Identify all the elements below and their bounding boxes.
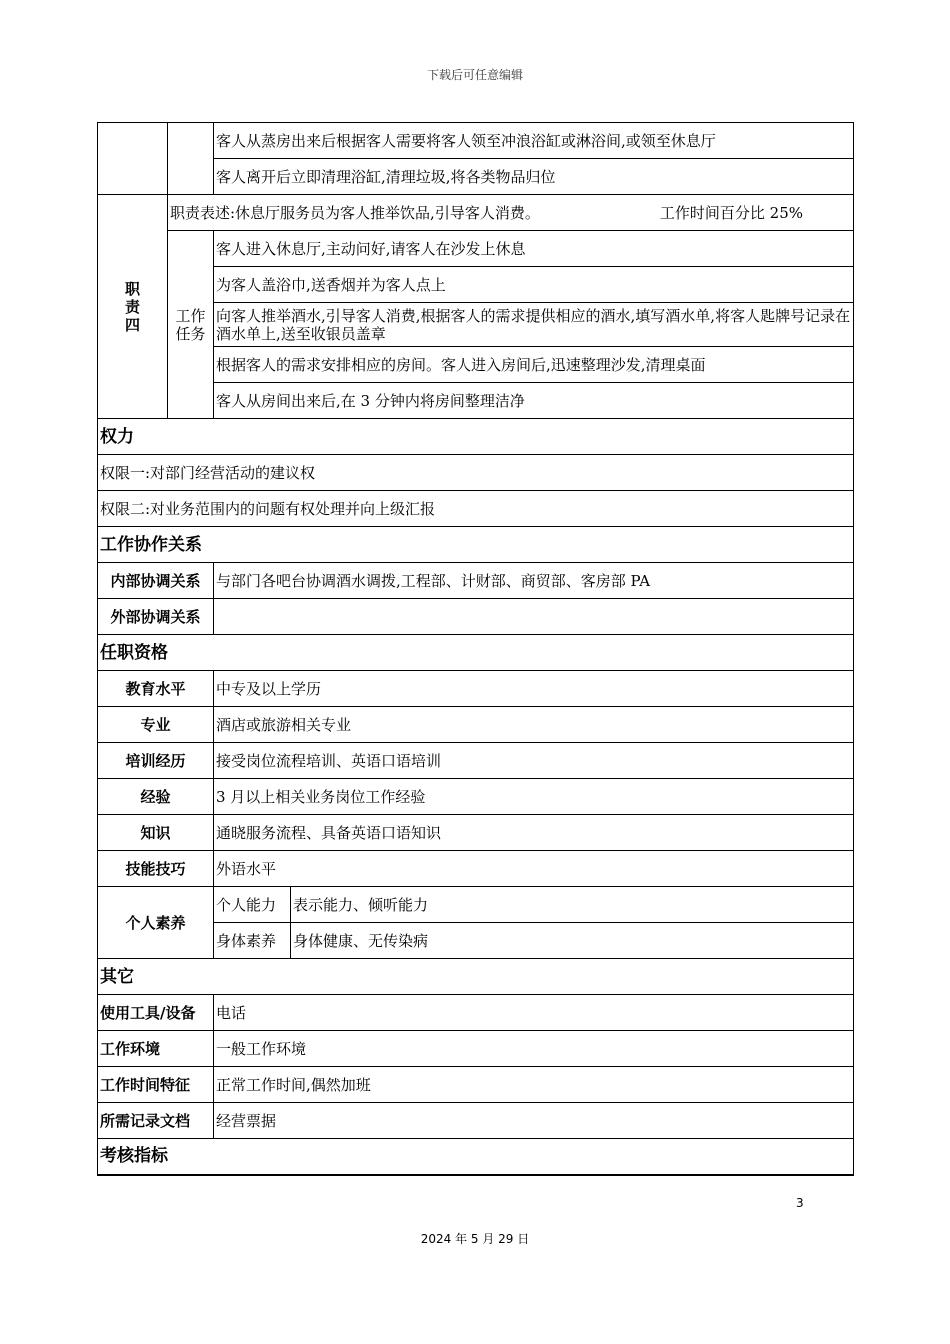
duty4-task: 客人进入休息厅,主动问好,请客人在沙发上休息	[214, 231, 854, 267]
personal-sub-label: 身体素养	[214, 923, 291, 959]
duty4-statement: 职责表述:休息厅服务员为客人推举饮品,引导客人消费。	[170, 203, 540, 222]
qualification-value: 3 月以上相关业务岗位工作经验	[214, 779, 854, 815]
personal-quality-row	[98, 887, 854, 923]
other-value: 一般工作环境	[214, 1031, 854, 1067]
duty3-task-label-cell	[168, 123, 214, 195]
qualification-label: 培训经历	[98, 743, 214, 779]
other-row	[98, 995, 854, 1031]
qualification-row	[98, 671, 854, 707]
other-label: 工作时间特征	[98, 1067, 214, 1103]
personal-sub-value: 身体健康、无传染病	[291, 923, 854, 959]
qualification-row	[98, 815, 854, 851]
duty4-statement-row	[98, 195, 854, 231]
other-value: 正常工作时间,偶然加班	[214, 1067, 854, 1103]
external-cooperation-value	[214, 599, 854, 635]
footer-date: 2024 年 5 月 29 日	[420, 1232, 530, 1246]
other-label: 使用工具/设备	[98, 995, 214, 1031]
duty4-task: 客人从房间出来后,在 3 分钟内将房间整理洁净	[214, 383, 854, 419]
qualification-value: 外语水平	[214, 851, 854, 887]
authority-title: 权力	[98, 419, 854, 455]
qualification-value: 通晓服务流程、具备英语口语知识	[214, 815, 854, 851]
personal-quality-label: 个人素养	[98, 887, 214, 959]
qualification-section-row	[98, 635, 854, 671]
authority-section-row	[98, 419, 854, 455]
qualification-row	[98, 743, 854, 779]
qualification-label: 教育水平	[98, 671, 214, 707]
qualification-label: 经验	[98, 779, 214, 815]
internal-cooperation-row	[98, 563, 854, 599]
duty4-task: 向客人推举酒水,引导客人消费,根据客人的需求提供相应的酒水,填写酒水单,将客人匙牌号记录在酒水单上,送至收银员盖章	[214, 303, 854, 347]
authority-item: 权限一:对部门经营活动的建议权	[98, 455, 854, 491]
qualification-row	[98, 851, 854, 887]
qualification-value: 接受岗位流程培训、英语口语培训	[214, 743, 854, 779]
qualification-label: 知识	[98, 815, 214, 851]
authority-row	[98, 491, 854, 527]
personal-sub-label: 个人能力	[214, 887, 291, 923]
job-description-table	[97, 122, 854, 1176]
other-row	[98, 1103, 854, 1139]
duty4-label: 职 责 四	[98, 195, 168, 419]
authority-item: 权限二:对业务范围内的问题有权处理并向上级汇报	[98, 491, 854, 527]
other-section-row	[98, 959, 854, 995]
duty3-label-cell	[98, 123, 168, 195]
other-row	[98, 1031, 854, 1067]
authority-row	[98, 455, 854, 491]
other-row	[98, 1067, 854, 1103]
internal-cooperation-label: 内部协调关系	[98, 563, 214, 599]
other-title: 其它	[98, 959, 854, 995]
qualification-row	[98, 779, 854, 815]
qualification-title: 任职资格	[98, 635, 854, 671]
qualification-label: 专业	[98, 707, 214, 743]
duty4-task: 根据客人的需求安排相应的房间。客人进入房间后,迅速整理沙发,清理桌面	[214, 347, 854, 383]
cooperation-title: 工作协作关系	[98, 527, 854, 563]
duty3-task-row	[98, 123, 854, 159]
page-number: 3	[796, 1196, 804, 1210]
cooperation-section-row	[98, 527, 854, 563]
header-note: 下载后可任意编辑	[426, 68, 523, 82]
external-cooperation-row	[98, 599, 854, 635]
other-label: 工作环境	[98, 1031, 214, 1067]
qualification-label: 技能技巧	[98, 851, 214, 887]
duty4-task-row	[98, 231, 854, 267]
personal-sub-value: 表示能力、倾听能力	[291, 887, 854, 923]
other-value: 电话	[214, 995, 854, 1031]
other-value: 经营票据	[214, 1103, 854, 1139]
duty4-statement-cell	[168, 195, 854, 231]
qualification-value: 酒店或旅游相关专业	[214, 707, 854, 743]
internal-cooperation-value: 与部门各吧台协调酒水调拨,工程部、计财部、商贸部、客房部 PA	[214, 563, 854, 599]
duty3-task: 客人从蒸房出来后根据客人需要将客人领至冲浪浴缸或淋浴间,或领至休息厅	[214, 123, 854, 159]
duty4-task: 为客人盖浴巾,送香烟并为客人点上	[214, 267, 854, 303]
qualification-row	[98, 707, 854, 743]
other-label: 所需记录文档	[98, 1103, 214, 1139]
qualification-value: 中专及以上学历	[214, 671, 854, 707]
assessment-section-row	[98, 1139, 854, 1175]
assessment-title: 考核指标	[98, 1139, 854, 1175]
duty4-task-label: 工作 任务	[168, 231, 214, 419]
duty4-time-percent: 工作时间百分比 25%	[659, 203, 803, 222]
duty3-task: 客人离开后立即清理浴缸,清理垃圾,将各类物品归位	[214, 159, 854, 195]
external-cooperation-label: 外部协调关系	[98, 599, 214, 635]
